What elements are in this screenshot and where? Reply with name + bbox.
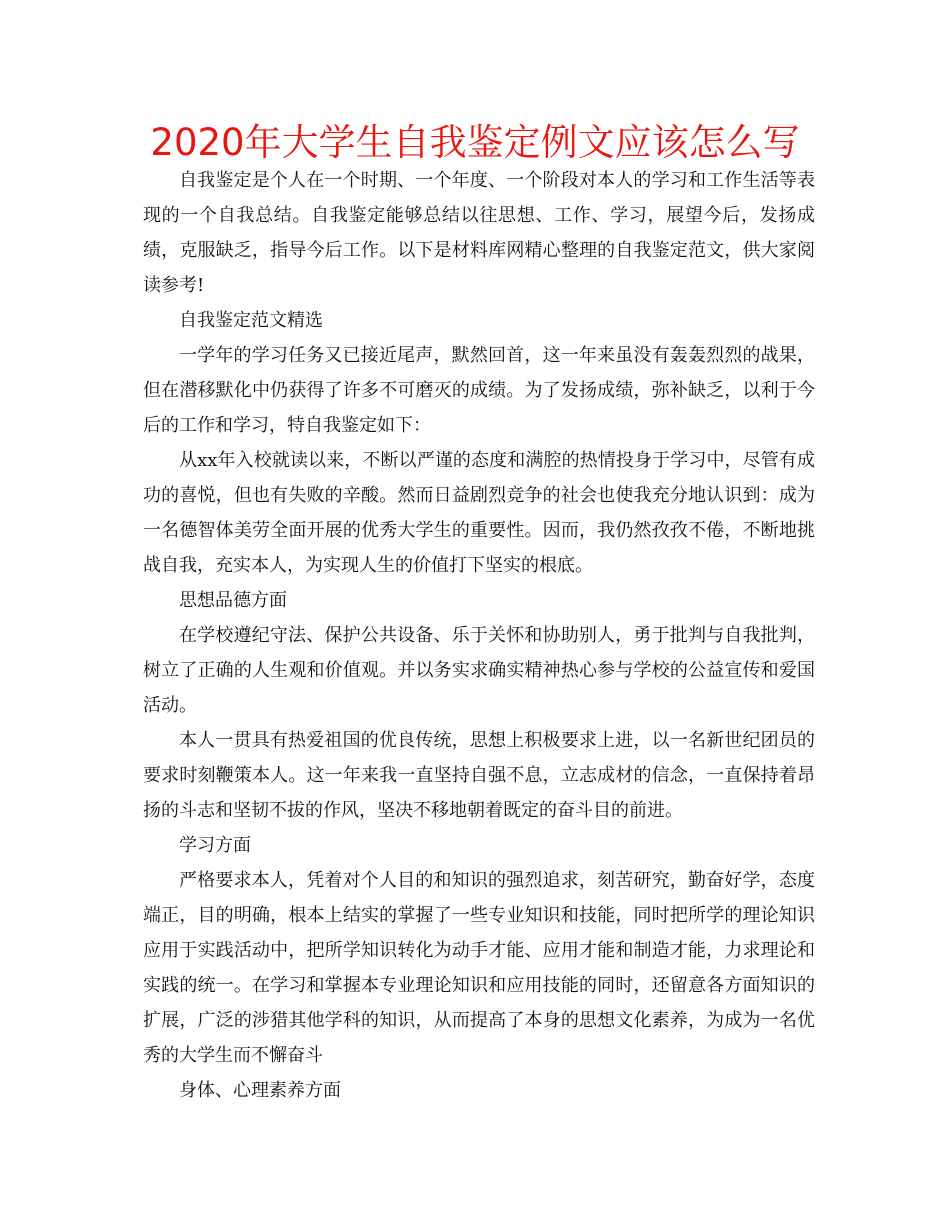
body-paragraph: 严格要求本人，凭着对个人目的和知识的强烈追求，刻苦研究，勤奋好学，态度端正，目的明确，根本上结实的掌握了一些专业知识和技能，同时把所学的理论知识应用于实践活动中，把所学知识转化为动手才能、应用才能和制造才能，力求理论和实践的统一。在学习和掌握本专业理论知识和应用技能的同时，还留意各方面知识的扩展，广泛的涉猎其他学科的知识，从而提高了本身的思想文化素养，为成为一名优秀的大学生而不懈奋斗 [143, 870, 815, 1066]
page-title: 2020年大学生自我鉴定例文应该怎么写 [150, 121, 800, 164]
body-paragraph: 一学年的学习任务又已接近尾声，默然回首，这一年来虽没有轰轰烈烈的战果，但在潜移默化中仍获得了许多不可磨灭的成绩。为了发扬成绩，弥补缺乏，以利于今后的工作和学习，特自我鉴定如下： [143, 345, 815, 436]
section-heading-sample: 自我鉴定范文精选 [179, 310, 323, 331]
section-heading-moral: 思想品德方面 [179, 590, 287, 611]
section-heading-health: 身体、心理素养方面 [179, 1080, 341, 1101]
body-paragraph: 本人一贯具有热爱祖国的优良传统，思想上积极要求上进，以一名新世纪团员的要求时刻鞭策本人。这一年来我一直坚持自强不息，立志成材的信念，一直保持着昂扬的斗志和坚韧不拔的作风，坚决不移地朝着既定的奋斗目的前进。 [143, 730, 815, 821]
body-paragraph: 从xx年入校就读以来，不断以严谨的态度和满腔的热情投身于学习中，尽管有成功的喜悦，但也有失败的辛酸。然而日益剧烈竞争的社会也使我充分地认识到：成为一名德智体美劳全面开展的优秀大学生的重要性。因而，我仍然孜孜不倦，不断地挑战自我，充实本人，为实现人生的价值打下坚实的根底。 [143, 450, 815, 576]
document-body [143, 163, 815, 1108]
body-paragraph: 在学校遵纪守法、保护公共设备、乐于关怀和协助别人，勇于批判与自我批判，树立了正确的人生观和价值观。并以务实求确实精神热心参与学校的公益宣传和爱国活动。 [143, 625, 815, 716]
intro-paragraph: 自我鉴定是个人在一个时期、一个年度、一个阶段对本人的学习和工作生活等表现的一个自我总结。自我鉴定能够总结以往思想、工作、学习，展望今后，发扬成绩，克服缺乏，指导今后工作。以下是材料库网精心整理的自我鉴定范文，供大家阅读参考! [143, 170, 815, 296]
section-heading-study: 学习方面 [179, 835, 251, 856]
